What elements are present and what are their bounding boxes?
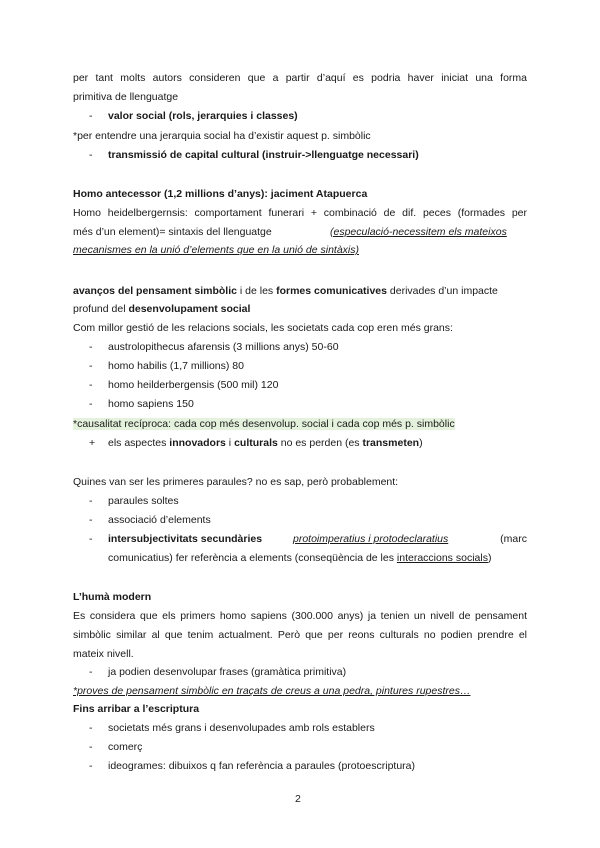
bold-term: intersubjectivitats secundàries	[108, 533, 263, 545]
bullet-dash: -	[89, 398, 93, 410]
italic-note: *proves de pensament simbòlic en traçats de creus a una pedra, pintures rupestres…	[73, 685, 471, 697]
italic-term: protoimperatius i protodeclaratius	[293, 533, 449, 545]
page-number: 2	[295, 793, 301, 805]
speculation-note: mecanismes en la unió d’elements que en la unió de sintàxis)	[73, 244, 359, 256]
list-item: intersubjectivitats secundàries protoimperatius i protodeclaratius (marc	[108, 533, 527, 545]
list-item: homo habilis (1,7 millions) 80	[108, 360, 244, 372]
section-heading: Fins arribar a l’escriptura	[73, 703, 200, 715]
list-item: valor social (rols, jerarquies i classes)	[108, 110, 298, 122]
bullet-dash: -	[89, 495, 93, 507]
bullet-dash: -	[89, 379, 93, 391]
paragraph-line	[73, 225, 507, 239]
list-item: ideogrames: dibuixos q fan referència a paraules (protoescriptura)	[108, 760, 415, 772]
bullet-dash: -	[89, 360, 93, 372]
paragraph-line: mateix nivell.	[73, 648, 134, 660]
paragraph-line: Quines van ser les primeres paraules? no es sap, però probablement:	[73, 476, 399, 488]
list-item: homo heilderbergensis (500 mil) 120	[108, 379, 279, 391]
section-heading: Homo antecessor (1,2 millions d’anys): jaciment Atapuerca	[73, 188, 368, 200]
bullet-dash: -	[89, 533, 93, 545]
paragraph-line: Homo heidelbergernsis: comportament funerari + combinació de dif. peces (formades per	[73, 207, 527, 219]
list-item-continuation: comunicatius) fer referència a elements (conseqüència de les interaccions socials)	[108, 552, 492, 564]
speculation-note: (especulació-necessitem els mateixos	[330, 226, 507, 238]
list-item: austrolopithecus afarensis (3 millions anys) 50-60	[108, 341, 339, 353]
plus-bullet: +	[89, 437, 96, 449]
bullet-dash: -	[89, 341, 93, 353]
list-item: comerç	[108, 741, 143, 753]
bullet-dash: -	[89, 741, 93, 753]
bullet-dash: -	[89, 149, 93, 161]
list-item: ja podien desenvolupar frases (gramàtica primitiva)	[108, 666, 347, 678]
bullet-dash: -	[89, 666, 93, 678]
bold-term: desenvolupament social	[128, 303, 251, 315]
paragraph-text: més d’un element)= sintaxis del llenguatge	[73, 226, 272, 238]
paragraph-line: per tant molts autors consideren que a partir d’aquí es podria haver iniciat una forma	[73, 72, 527, 84]
bullet-dash: -	[89, 722, 93, 734]
paragraph-line: Es considera que els primers homo sapiens (300.000 anys) ja tenien un nivell de pensament	[73, 610, 527, 622]
list-item: els aspectes innovadors i culturals no es perden (es transmeten)	[108, 437, 423, 449]
note-line: *per entendre una jerarquia social ha d’existir aquest p. simbòlic	[73, 130, 371, 142]
paragraph-line: Com millor gestió de les relacions socials, les societats cada cop eren més grans:	[73, 322, 453, 334]
list-item: homo sapiens 150	[108, 398, 194, 410]
list-item: transmissió de capital cultural (instruir->llenguatge necessari)	[108, 149, 419, 161]
bullet-dash: -	[89, 110, 93, 122]
section-heading: L’humà modern	[73, 591, 152, 603]
bullet-dash: -	[89, 514, 93, 526]
paragraph-line: simbòlic similar al que tenim actualment. Però que per reons culturals no podien prendre el	[73, 629, 527, 641]
list-item: associació d’elements	[108, 514, 211, 526]
list-item: societats més grans i desenvolupades amb rols establers	[108, 722, 375, 734]
bold-term: formes comunicatives	[276, 285, 387, 297]
paragraph-line: avanços del pensament simbòlic i de les formes comunicatives derivades d’un impacte	[73, 285, 498, 297]
bold-term: avanços del pensament simbòlic	[73, 285, 237, 297]
paragraph-line: profund del desenvolupament social	[73, 303, 251, 315]
bullet-dash: -	[89, 760, 93, 772]
list-item: paraules soltes	[108, 495, 179, 507]
highlighted-note: *causalitat recíproca: cada cop més desenvolup. social i cada cop més p. simbòlic	[73, 418, 455, 430]
paragraph-line: primitiva de llenguatge	[73, 91, 179, 103]
